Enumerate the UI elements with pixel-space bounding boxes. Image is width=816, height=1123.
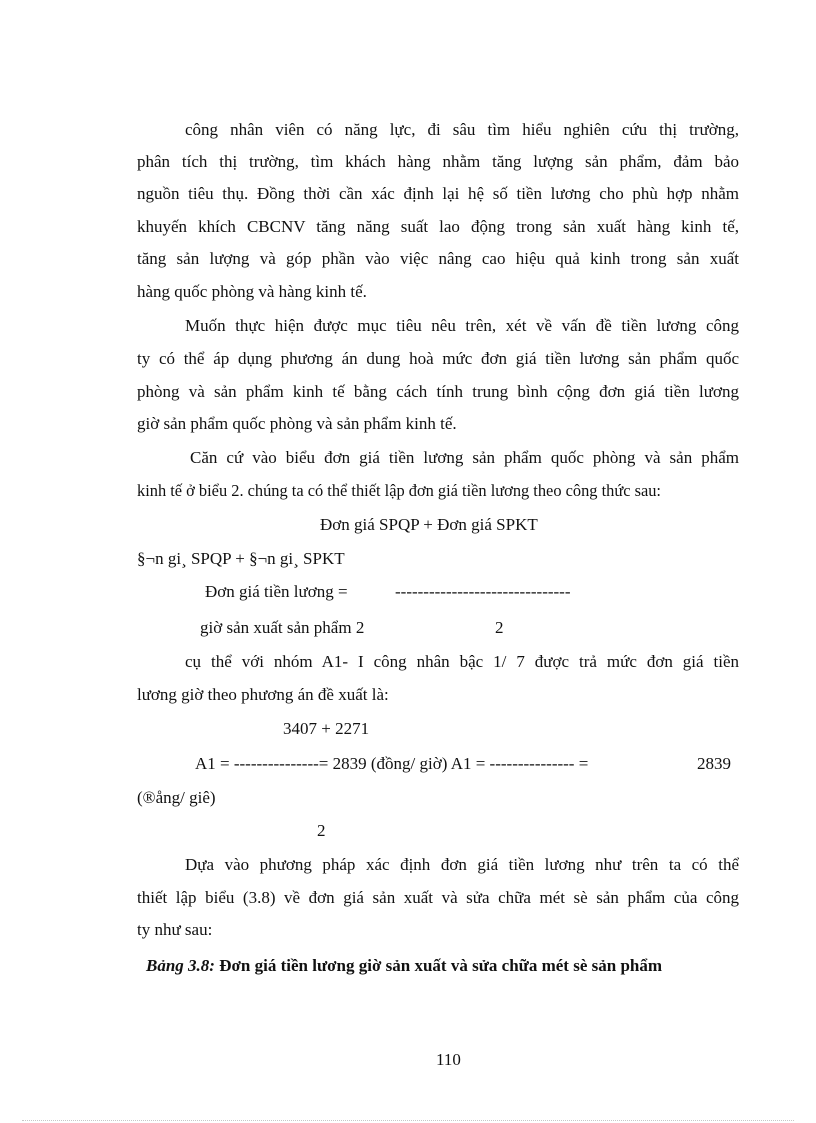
formula-1-dashes: ------------------------------- [395,582,571,601]
table-caption-label: Bảng 3.8: [146,956,215,975]
paragraph-4-line-2: lương giờ theo phương án đề xuất là: [137,685,389,704]
paragraph-5-line-1: Dựa vào phương pháp xác định đơn giá tiền lương như trên ta có thể [185,855,739,874]
paragraph-1-line-4: khuyến khích CBCNV tăng năng suất lao động trong sản xuất hàng kinh tế, [137,217,739,236]
paragraph-3-line-2: kinh tế ở biểu 2. chúng ta có thể thiết lập đơn giá tiền lương theo công thức sau: [137,481,661,500]
table-caption-text: Đơn giá tiền lương giờ sản xuất và sửa chữa mét sè sản phẩm [214,956,663,975]
paragraph-2-line-3: phòng và sản phẩm kinh tế bằng cách tính trung bình cộng đơn giá tiền lương [137,382,739,401]
paragraph-1-line-3: nguồn tiêu thụ. Đồng thời cần xác định lại hệ số tiền lương cho phù hợp nhằm [137,184,739,203]
formula-1-denominator: 2 [495,618,504,637]
formula-2-value: 2839 [697,754,731,773]
paragraph-2-line-1: Muốn thực hiện được mục tiêu nêu trên, xét về vấn đề tiền lương công [185,316,739,335]
formula-2-denominator: 2 [317,821,326,840]
formula-2-line: A1 = ---------------= 2839 (đồng/ giờ) A1 = --------------- = [195,754,589,773]
page-bottom-divider [22,1120,794,1121]
paragraph-1-line-5: tăng sản lượng và góp phần vào việc nâng cao hiệu quả kinh trong sản xuất [137,249,739,268]
formula-2-numerator: 3407 + 2271 [283,719,370,738]
paragraph-5-line-2: thiết lập biểu (3.8) về đơn giá sản xuất và sửa chữa mét sè sản phẩm của công [137,888,739,907]
paragraph-2-line-4: giờ sản phẩm quốc phòng và sản phẩm kinh tế. [137,414,457,433]
paragraph-1-line-1: công nhân viên có năng lực, đi sâu tìm hiểu nghiên cứu thị trường, [185,120,739,139]
paragraph-1-line-2: phân tích thị trường, tìm khách hàng nhằm tăng lượng sản phẩm, đảm bảo [137,152,739,171]
table-caption [146,956,662,976]
formula-1-lhs: Đơn giá tiền lương = [205,582,348,601]
paragraph-2-line-2: ty có thể áp dụng phương án dung hoà mức đơn giá tiền lương sản phẩm quốc [137,349,739,368]
paragraph-3-line-1: Căn cứ vào biểu đơn giá tiền lương sản phẩm quốc phòng và sản phẩm [190,448,739,467]
formula-1-lhs-line-2: giờ sản xuất sản phẩm 2 [200,618,365,637]
paragraph-5-line-3: ty như sau: [137,920,213,939]
page-number: 110 [436,1050,461,1069]
formula-1-garbled-numerator: §¬n gi¸ SPQP + §¬n gi¸ SPKT [137,549,345,568]
paragraph-4-line-1: cụ thể với nhóm A1- I công nhân bậc 1/ 7 được trả mức đơn giá tiền [185,652,739,671]
formula-1-numerator: Đơn giá SPQP + Đơn giá SPKT [320,515,538,534]
paragraph-1-line-6: hàng quốc phòng và hàng kinh tế. [137,282,367,301]
formula-2-unit: (®ång/ giê) [137,788,216,807]
